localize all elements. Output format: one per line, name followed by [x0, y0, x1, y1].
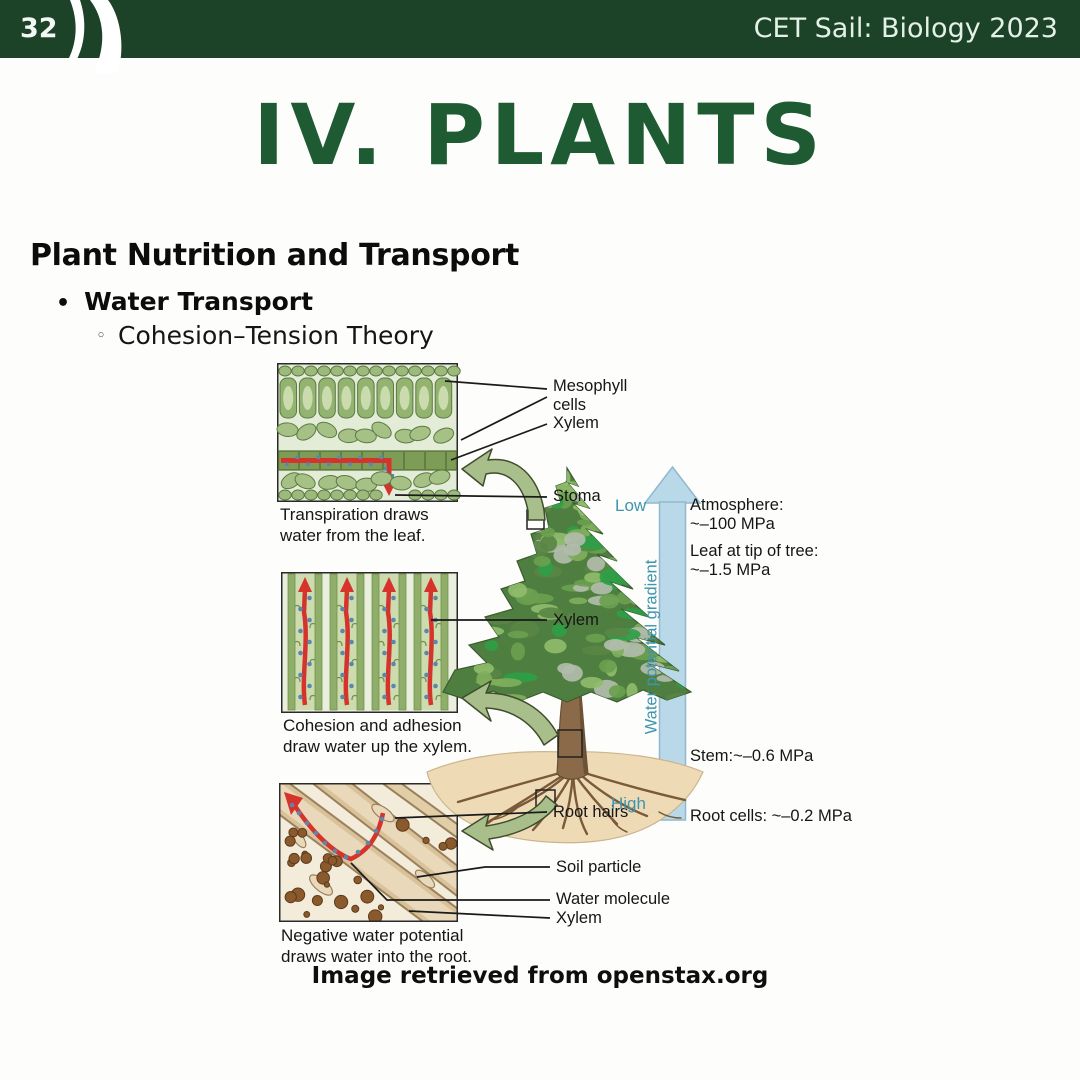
leaf-tip-value: Leaf at tip of tree: ~–1.5 MPa: [690, 542, 819, 580]
cohesion-tension-diagram: [255, 350, 855, 972]
leaf-panel-art: [276, 364, 460, 502]
root-hairs-label: Root hairs: [553, 803, 629, 821]
leaf-panel-caption: Transpiration draws water from the leaf.: [280, 505, 429, 545]
leaf-callout-arrow: [462, 449, 545, 520]
high-label: High: [611, 794, 646, 813]
diagram-artwork: [255, 350, 855, 972]
header-bar: [0, 0, 1080, 58]
page-number: 32: [20, 13, 58, 44]
xylem-label-root: Xylem: [556, 909, 602, 927]
xylem-label-stem: Xylem: [553, 611, 599, 629]
section-heading: Plant Nutrition and Transport: [30, 238, 520, 273]
slide-title: IV. PLANTS: [253, 86, 827, 184]
bullet-cohesion-tension: ◦ Cohesion–Tension Theory: [96, 321, 434, 350]
xylem-label-leaf: Xylem: [553, 414, 599, 432]
stem-value: Stem:~–0.6 MPa: [690, 747, 814, 765]
root-panel-caption: Negative water potential draws water into the root.: [281, 926, 472, 966]
stoma-label: Stoma: [553, 487, 601, 505]
bullet-water-transport: • Water Transport: [56, 287, 314, 316]
low-label: Low: [615, 496, 647, 515]
soil-particle-label: Soil particle: [556, 858, 642, 876]
sail-logo-icon: [58, 0, 138, 76]
stem-panel-caption: Cohesion and adhesion draw water up the xylem.: [283, 716, 472, 756]
water-molecule-label: Water molecule: [556, 890, 671, 908]
atmosphere-value: Atmosphere: ~–100 MPa: [690, 496, 784, 534]
mesophyll-label: Mesophyll cells: [553, 377, 628, 415]
root-cells-value: Root cells: ~–0.2 MPa: [690, 807, 852, 825]
image-credit: Image retrieved from openstax.org: [311, 963, 769, 989]
water-potential-gradient-label: Water potential gradient: [642, 559, 661, 735]
xylem-panel-art: [282, 573, 458, 713]
sub-bullet-icon: ◦: [96, 326, 107, 346]
course-title: CET Sail: Biology 2023: [753, 13, 1058, 44]
bullet-icon: •: [56, 291, 71, 316]
